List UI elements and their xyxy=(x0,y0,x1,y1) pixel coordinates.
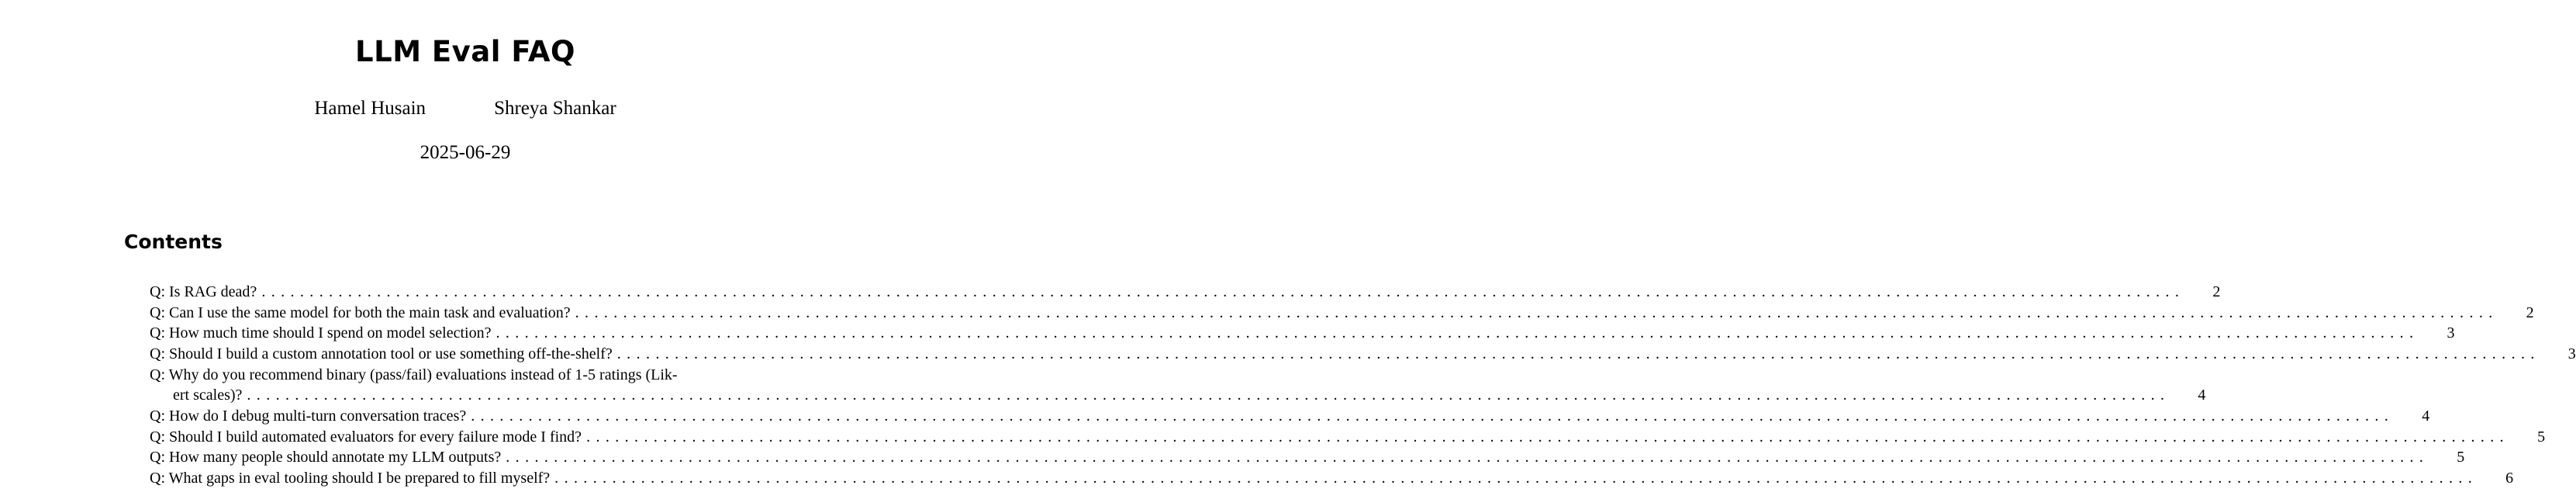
table-of-contents xyxy=(150,282,2576,489)
toc-leader-dots: ........................................................................................................................................................................................................ xyxy=(616,345,2540,363)
toc-entry[interactable] xyxy=(150,344,2576,365)
toc-entry[interactable] xyxy=(150,282,2221,303)
toc-entry[interactable] xyxy=(150,468,2514,489)
toc-page-number[interactable]: 2 xyxy=(2212,283,2221,300)
toc-page-number[interactable]: 3 xyxy=(2447,324,2455,342)
toc-entry-text[interactable]: Q: What gaps in eval tooling should I be prepared to fill myself? xyxy=(150,470,551,487)
toc-entry-text[interactable]: Q: Why do you recommend binary (pass/fail) evaluations instead of 1-5 ratings (Lik- xyxy=(150,366,678,383)
toc-leader-dots: ........................................................................................................................................................................................................ xyxy=(261,283,2185,300)
toc-page-number[interactable]: 5 xyxy=(2457,449,2465,466)
toc-entry-text[interactable]: Q: How do I debug multi-turn conversation traces? xyxy=(150,408,467,425)
toc-leader-dots: ........................................................................................................................................................................................................ xyxy=(554,470,2478,487)
toc-entry-text-continued[interactable]: ert scales)? xyxy=(173,387,243,404)
publication-date: 2025-06-29 xyxy=(420,142,511,163)
toc-leader-dots: ........................................................................................................................................................................................................ xyxy=(506,449,2429,466)
author-list xyxy=(0,96,931,121)
toc-entry-text[interactable]: Q: Can I use the same model for both the main task and evaluation? xyxy=(150,303,571,321)
toc-page-number[interactable]: 2 xyxy=(2526,303,2534,321)
toc-entry-text[interactable]: Q: Is RAG dead? xyxy=(150,283,257,300)
toc-leader-dots: ........................................................................................................................................................................................................ xyxy=(586,428,2510,446)
toc-leader-dots: ........................................................................................................................................................................................................ xyxy=(471,408,2395,425)
contents-heading: Contents xyxy=(124,231,223,253)
toc-entry[interactable] xyxy=(150,406,2430,427)
toc-leader-dots: ........................................................................................................................................................................................................ xyxy=(496,324,2419,342)
toc-page-number[interactable]: 6 xyxy=(2505,470,2514,487)
toc-entry-text[interactable]: Q: How much time should I spend on model selection? xyxy=(150,324,492,342)
toc-entry-text[interactable]: Q: How many people should annotate my LLM outputs? xyxy=(150,449,502,466)
toc-entry[interactable] xyxy=(150,323,2455,344)
paper-title: LLM Eval FAQ xyxy=(355,35,575,68)
toc-page-number[interactable]: 4 xyxy=(2422,408,2430,425)
toc-entry[interactable] xyxy=(150,303,2534,324)
toc-page-number[interactable]: 4 xyxy=(2198,387,2206,404)
toc-entry[interactable] xyxy=(150,448,2465,469)
author-name: Shreya Shankar xyxy=(494,98,616,119)
toc-entry[interactable] xyxy=(150,365,2206,406)
toc-leader-dots: ........................................................................................................................................................................................................ xyxy=(575,303,2498,321)
toc-entry-text[interactable]: Q: Should I build a custom annotation tool or use something off-the-shelf? xyxy=(150,345,613,363)
toc-leader-dots: ........................................................................................................................................................................................................ xyxy=(247,387,2170,404)
toc-entry[interactable] xyxy=(150,427,2546,448)
toc-page-number[interactable]: 5 xyxy=(2537,428,2546,446)
author-name: Hamel Husain xyxy=(314,98,426,119)
toc-entry-text[interactable]: Q: Should I build automated evaluators for every failure mode I find? xyxy=(150,428,582,446)
toc-page-number[interactable]: 3 xyxy=(2567,345,2576,363)
